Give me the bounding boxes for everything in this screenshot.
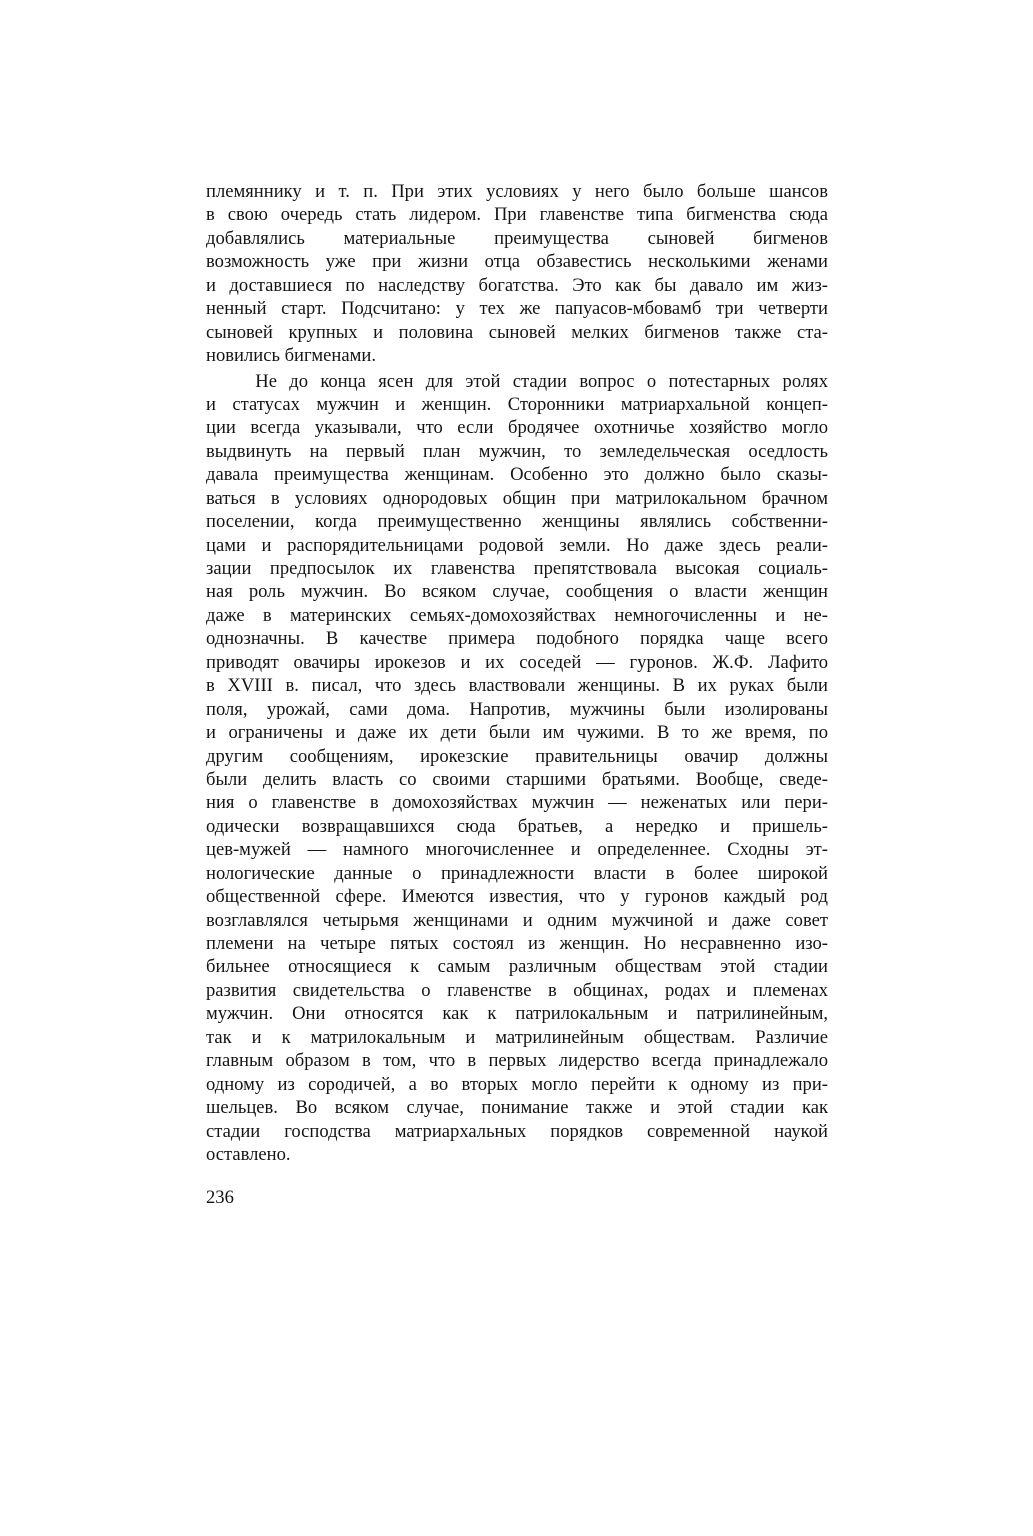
text-line: ненный старт. Подсчитано: у тех же папуасов-мбовамб три четверти — [206, 298, 828, 320]
text-line: стадии господства матриархальных порядков современной наукой — [206, 1120, 828, 1142]
text-line: одически возвращавшихся сюда братьев, а нередко и пришель- — [206, 815, 828, 837]
text-line: выдвинуть на первый план мужчин, то земледельческая оседлость — [206, 440, 828, 462]
text-line: добавлялись материальные преимущества сыновей бигменов — [206, 227, 828, 249]
text-line: возможность уже при жизни отца обзавестись несколькими женами — [206, 251, 828, 273]
body-text — [206, 180, 828, 1166]
text-line: племяннику и т. п. При этих условиях у него было больше шансов — [206, 181, 828, 202]
text-line: однозначны. В качестве примера подобного порядка чаще всего — [206, 628, 828, 650]
text-line: в свою очередь стать лидером. При главенстве типа бигменства сюда — [206, 204, 828, 226]
text-line: одному из сородичей, а во вторых могло перейти к одному из при- — [206, 1073, 828, 1095]
text-line: так и к матрилокальным и матрилинейным обществам. Различие — [206, 1026, 828, 1048]
text-line: общественной сфере. Имеются известия, что у гуронов каждый род — [206, 886, 828, 908]
text-line: и статусах мужчин и женщин. Сторонники матриархальной концеп- — [206, 393, 828, 415]
text-line: зации предпосылок их главенства препятствовала высокая социаль- — [206, 558, 828, 579]
text-line: приводят овачиры ирокезов и их соседей — гуронов. Ж.Ф. Лафито — [206, 651, 828, 673]
paragraph — [206, 370, 828, 1167]
text-line: поселении, когда преимущественно женщины являлись собственни- — [206, 511, 828, 533]
text-line: поля, урожай, сами дома. Напротив, мужчины были изолированы — [206, 698, 828, 720]
text-line: Не до конца ясен для этой стадии вопрос о потестарных ролях — [206, 370, 828, 392]
text-line: возглавлялся четырьмя женщинами и одним мужчиной и даже совет — [206, 909, 828, 931]
text-line: нологические данные о принадлежности власти в более широкой — [206, 862, 828, 884]
text-line: бильнее относящиеся к самым различным обществам этой стадии — [206, 956, 828, 978]
text-line: ции всегда указывали, что если бродячее охотничье хозяйство могло — [206, 417, 828, 439]
text-line: и ограничены и даже их дети были им чужими. В то же время, по — [206, 722, 828, 744]
text-line: ния о главенстве в домохозяйствах мужчин — неженатых или пери- — [206, 792, 828, 814]
text-line: были делить власть со своими старшими братьями. Вообще, сведе- — [206, 768, 828, 790]
text-line: цев-мужей — намного многочисленнее и определеннее. Сходны эт- — [206, 839, 828, 861]
text-line: давала преимущества женщинам. Особенно это должно было сказы- — [206, 464, 828, 486]
text-line: даже в материнских семьях-домохозяйствах немногочисленны и не- — [206, 604, 828, 626]
text-line: шельцев. Во всяком случае, понимание также и этой стадии как — [206, 1097, 828, 1119]
text-line: цами и распорядительницами родовой земли. Но даже здесь реали- — [206, 534, 828, 556]
text-line: племени на четыре пятых состоял из женщин. Но несравненно изо- — [206, 933, 828, 954]
text-line: другим сообщениям, ирокезские правительницы овачир должны — [206, 745, 828, 767]
text-line: оставлено. — [206, 1143, 291, 1165]
paragraphs — [206, 180, 828, 1166]
text-line: ваться в условиях однородовых общин при матрилокальном брачном — [206, 487, 828, 509]
page-number: 236 — [206, 1187, 234, 1208]
text-line: главным образом в том, что в первых лидерство всегда принадлежало — [206, 1050, 828, 1072]
text-line: ная роль мужчин. Во всяком случае, сообщения о власти женщин — [206, 581, 828, 603]
text-line: развития свидетельства о главенстве в общинах, родах и племенах — [206, 979, 828, 1001]
text-line: сыновей крупных и половина сыновей мелких бигменов также ста- — [206, 321, 828, 343]
paragraph — [206, 180, 828, 368]
text-line: мужчин. Они относятся как к патрилокальным и патрилинейным, — [206, 1003, 828, 1025]
text-line: и доставшиеся по наследству богатства. Это как бы давало им жиз- — [206, 274, 828, 296]
text-line: в XVIII в. писал, что здесь властвовали женщины. В их руках были — [206, 675, 828, 697]
text-line: новились бигменами. — [206, 345, 376, 367]
